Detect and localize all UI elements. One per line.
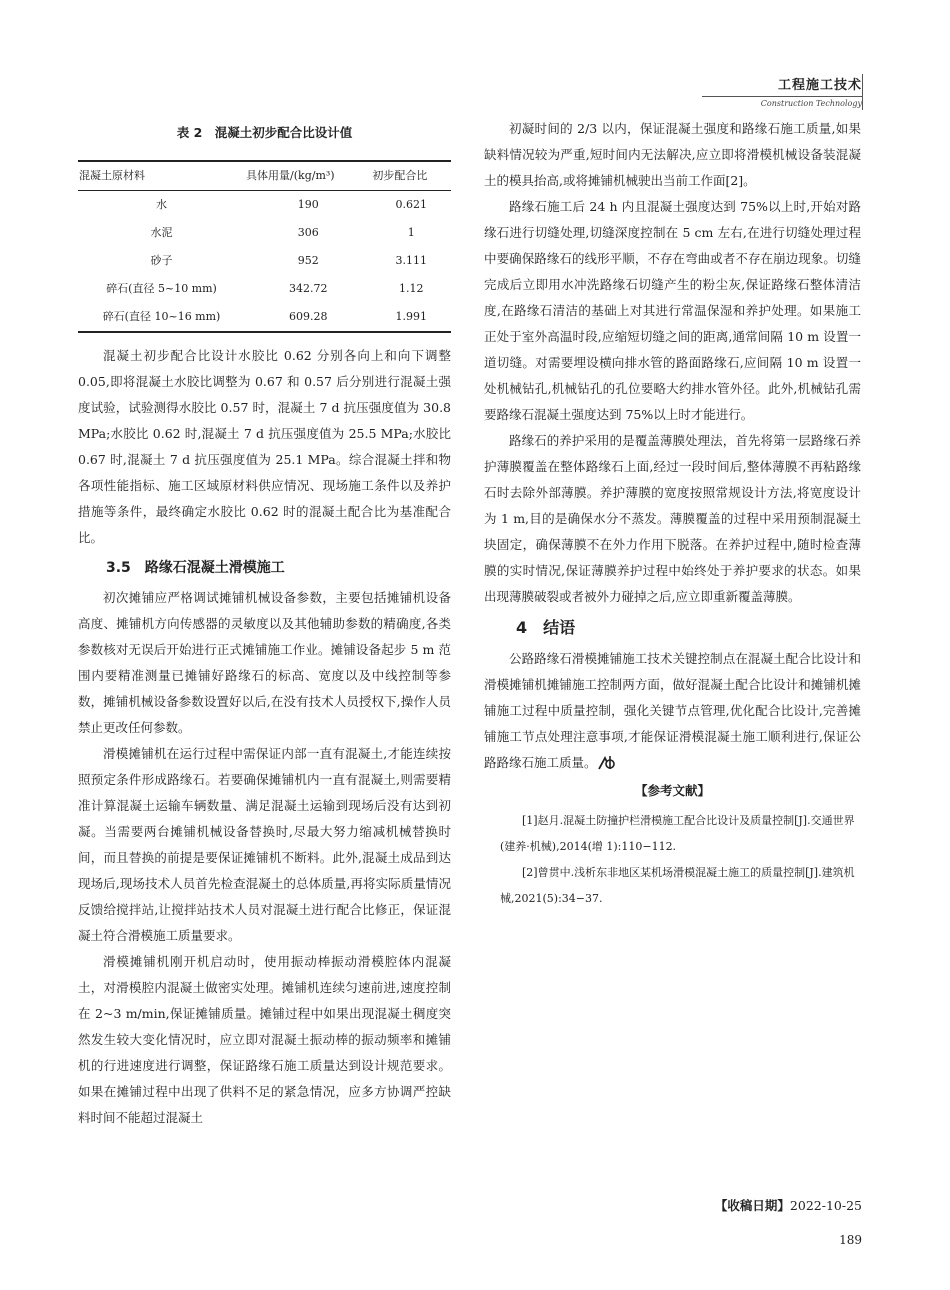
body-paragraph: 路缘石的养护采用的是覆盖薄膜处理法，首先将第一层路缘石养护薄膜覆盖在整体路缘石上面,经过一段时间后,整体薄膜不再粘路缘石时去除外部薄膜。养护薄膜的宽度按照常规设计方法,将宽度设计为 1 m,目的是确保水分不蒸发。薄膜覆盖的过程中采用预制混凝土块固定，确保薄膜不在外力作用下脱落。在养护过程中,随时检查薄膜的实时情况,保证薄膜养护过程中始终处于养护要求的状态。如果出现薄膜破裂或者被外力碰掉之后,应立即重新覆盖薄膜。	[484, 433, 861, 604]
cell-amount: 190	[297, 198, 319, 211]
references-heading: 【参考文献】	[634, 783, 710, 798]
running-header	[702, 74, 862, 108]
cell-material: 水泥	[150, 226, 173, 239]
received-date	[715, 1196, 862, 1214]
section-heading-4: 4 结语	[516, 618, 576, 637]
body-paragraph: 滑模摊铺机在运行过程中需保证内部一直有混凝土,才能连续按照预定条件形成路缘石。若要确保摊铺机内一直有混凝土,则需要精准计算混凝土运输车辆数量、满足混凝土运输到现场后没有达到初凝。当需要两台摊铺机械设备替换时,尽最大努力缩减机械替换时间，而且替换的前提是要保证摊铺机不断料。此外,混凝土成品到达现场后,现场技术人员首先检查混凝土的总体质量,再将实际质量情况反馈给搅拌站,让搅拌站技术人员对混凝土进行配合比修正，保证混凝土符合滑模施工质量要求。	[78, 746, 451, 943]
cell-ratio: 1.991	[371, 303, 451, 332]
body-paragraph: 混凝土初步配合比设计水胶比 0.62 分别各向上和向下调整 0.05,即将混凝土水胶比调整为 0.67 和 0.57 后分别进行混凝土强度试验，试验测得水胶比 0.57 时，混凝土 7 d 抗压强度值为 30.8 MPa;水胶比 0.62 时,混凝土 7 d 抗压强度值为 25.5 MPa;水胶比 0.67 时,混凝土 7 d 抗压强度值为 25.1 MPa。综合混凝土拌和物各项性能指标、施工区域原材料供应情况、现场施工条件以及养护措施等条件，最终确定水胶比 0.62 时的混凝土配合比为基准配合比。	[78, 348, 451, 545]
journal-title: 工程施工技术	[777, 78, 862, 93]
section-heading-3-5: 3.5 路缘石混凝土滑模施工	[106, 560, 285, 576]
body-paragraph: 初凝时间的 2/3 以内，保证混凝土强度和路缘石施工质量,如果缺料情况较为严重,短时间内无法解决,应立即将滑模机械设备装混凝土的模具抬高,或将摊铺机械驶出当前工作面[2]。	[484, 121, 861, 188]
table-row	[78, 303, 451, 332]
col-header-ratio: 初步配合比	[371, 161, 451, 191]
cell-ratio: 1	[407, 226, 415, 239]
table-header-row	[78, 161, 451, 191]
cell-ratio: 1.12	[398, 282, 424, 295]
table-row	[78, 219, 451, 247]
received-label: 【收稿日期】	[714, 1198, 790, 1213]
cell-material: 碎石(直径 10~16 mm)	[78, 303, 245, 332]
cell-amount: 609.28	[245, 303, 371, 332]
received-date-value: 2022-10-25	[789, 1198, 862, 1213]
cell-material: 碎石(直径 5~10 mm)	[106, 282, 217, 295]
body-paragraph: 初次摊铺应严格调试摊铺机械设备参数，主要包括摊铺机设备高度、摊铺机方向传感器的灵敏度以及其他辅助参数的精确度,各类参数核对无误后开始进行正式摊铺施工作业。摊铺设备起步 5 m 范围内要精准测量已摊铺好路缘石的标高、宽度以及中线控制等参数，摊铺机械设备参数设置好以后,在没有技术人员授权下,操作人员禁止更改任何参数。	[78, 590, 451, 735]
col-header-amount: 具体用量/(kg/m³)	[245, 161, 371, 191]
page-number: 189	[839, 1233, 862, 1247]
col-header-material: 混凝土原材料	[78, 161, 245, 191]
body-paragraph: 路缘石施工后 24 h 内且混凝土强度达到 75%以上时,开始对路缘石进行切缝处理,切缝深度控制在 5 cm 左右,在进行切缝处理过程中要确保路缘石的线形平顺，不存在弯曲或者不存在崩边现象。切缝完成后立即用水冲洗路缘石切缝产生的粉尘灰,保证路缘石整体清洁度,在路缘石清洁的基础上对其进行常温保湿和养护处理。如果施工正处于室外高温时段,应缩短切缝之间的距离,通常间隔 10 m 设置一道切缝。对需要埋设横向排水管的路面路缘石,应间隔 10 m 设置一处机械钻孔,机械钻孔的孔位要略大约排水管外径。此外,机械钻孔需要路缘石混凝土强度达到 75%以上时才能进行。	[484, 199, 861, 422]
left-column	[78, 116, 451, 1131]
cell-amount: 342.72	[288, 282, 328, 295]
mix-ratio-table	[78, 160, 451, 333]
reference-item: [1]赵月.混凝土防撞护栏滑模施工配合比设计及质量控制[J].交通世界(建养·机械),2014(增 1):110−112.	[500, 814, 855, 853]
cell-ratio: 0.621	[395, 198, 427, 211]
cell-material: 砂子	[150, 254, 173, 267]
header-divider	[862, 74, 863, 110]
conclusion-paragraph	[484, 646, 861, 776]
table-row	[78, 275, 451, 303]
table-row	[78, 191, 451, 220]
body-paragraph: 滑模摊铺机刚开机启动时，使用振动棒振动滑模腔体内混凝土，对滑模腔内混凝土做密实处理。摊铺机连续匀速前进,速度控制在 2~3 m/min,保证摊铺质量。摊铺过程中如果出现混凝土稠度突然发生较大变化情况时，应立即对混凝土振动棒的振动频率和摊铺机的行进速度进行调整，保证路缘石施工质量达到设计规范要求。如果在摊铺过程中出现了供料不足的紧急情况，应多方协调严控缺料时间不能超过混凝土	[78, 954, 451, 1125]
table-row	[78, 247, 451, 275]
conclusion-text: 公路路缘石滑模摊铺施工技术关键控制点在混凝土配合比设计和滑模摊铺机摊铺施工控制两方面，做好混凝土配合比设计和摊铺机摊铺施工过程中质量控制，强化关键节点管理,优化配合比设计,完善摊铺施工节点处理注意事项,才能保证滑模混凝土施工顺利进行,保证公路路缘石施工质量。	[484, 651, 861, 770]
right-column	[484, 116, 861, 912]
cell-ratio: 3.111	[395, 254, 427, 267]
cell-amount: 952	[297, 254, 319, 267]
cell-material: 水	[156, 198, 168, 211]
cell-amount: 306	[297, 226, 319, 239]
table-caption: 表 2 混凝土初步配合比设计值	[176, 125, 353, 140]
reference-item: [2]曾贯中.浅析东非地区某机场滑模混凝土施工的质量控制[J].建筑机械,2021(5):34−37.	[500, 866, 855, 905]
journal-title-en: Construction Technology	[702, 96, 862, 108]
end-mark-icon	[597, 754, 617, 770]
